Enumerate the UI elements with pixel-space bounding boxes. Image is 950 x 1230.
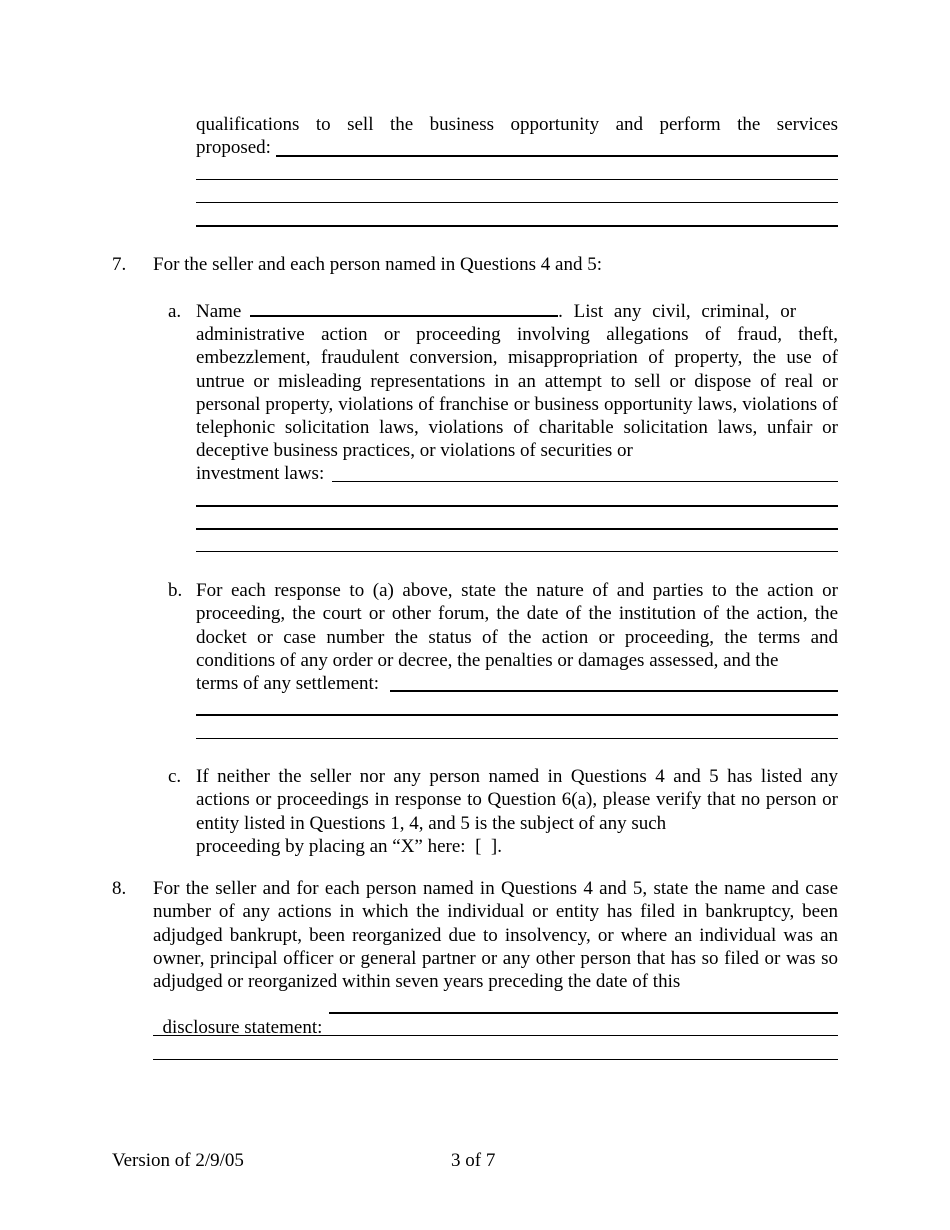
top-item-line1: qualifications to sell the business opportunity and perform the services <box>196 114 838 135</box>
q7c-body: If neither the seller nor any person named in Questions 4 and 5 has listed any actions or proceedings in response to Question 6(a), please verify that no person or entity listed in Questions 1, 4, and 5 is the subject of any such <box>196 766 838 834</box>
investment-laws-label: investment laws: <box>196 463 325 484</box>
answer-line[interactable] <box>196 505 838 507</box>
proposed-answer-line[interactable] <box>276 155 838 157</box>
proposed-label: proposed: <box>196 137 271 158</box>
q8-number: 8. <box>112 878 127 899</box>
footer-version: Version of 2/9/05 <box>112 1150 244 1171</box>
q8-last-line <box>153 993 838 1040</box>
settlement-label: terms of any settlement: <box>196 673 380 694</box>
settlement-answer-line[interactable] <box>390 690 838 692</box>
answer-line[interactable] <box>196 714 838 716</box>
answer-line[interactable] <box>196 225 838 227</box>
q7-number: 7. <box>112 254 127 275</box>
q8-body: For the seller and for each person named in Questions 4 and 5, state the name and case number of any actions in which the individual or entity has filed in bankruptcy, been adjudged bankrupt, been reorganized due to insolvency, or where an individual was an owner, principal officer or general partner or any other person that has so filed or was so adjudged or reorganized within seven years preceding the date of this <box>153 878 838 993</box>
q7b-body: For each response to (a) above, state the nature of and parties to the action or proceeding, the court or other forum, the date of the institution of the action, the docket or case number the status of the action or proceeding, the terms and conditions of any order or decree, the penalties or damages assessed, and the <box>196 580 838 671</box>
investment-laws-answer-line[interactable] <box>332 481 838 482</box>
q7-text: For the seller and each person named in Questions 4 and 5: <box>153 254 603 275</box>
answer-line[interactable] <box>196 179 838 180</box>
q7a-body: administrative action or proceeding involving allegations of fraud, theft, embezzlement, fraudulent conversion, misappropriation of property, the use of untrue or misleading representations in an attempt to sell or dispose of real or personal property, violations of franchise or business opportunity laws, violations of telephonic solicitation laws, violations of charitable solicitation laws, unfair or deceptive business practices, or violations of securities or <box>196 324 838 462</box>
q7c-last-line: proceeding by placing an “X” here: [ ]. <box>196 836 502 857</box>
q7b-letter: b. <box>168 580 183 601</box>
q7a-letter: a. <box>168 301 182 322</box>
answer-line[interactable] <box>153 1059 838 1060</box>
disclosure-answer-line[interactable] <box>329 1012 838 1014</box>
answer-line[interactable] <box>196 551 838 552</box>
footer-page-number: 3 of 7 <box>451 1150 496 1171</box>
answer-line[interactable] <box>196 528 838 530</box>
answer-line[interactable] <box>153 1035 838 1036</box>
answer-line[interactable] <box>196 202 838 203</box>
disclosure-statement-label: disclosure statement: <box>162 1017 328 1039</box>
answer-line[interactable] <box>196 738 838 739</box>
q7a-first-line <box>196 300 838 323</box>
q7a-after-name: . List any civil, criminal, or <box>558 301 797 322</box>
q7c-letter: c. <box>168 766 182 787</box>
name-label: Name <box>196 301 242 322</box>
name-field[interactable] <box>250 301 558 317</box>
